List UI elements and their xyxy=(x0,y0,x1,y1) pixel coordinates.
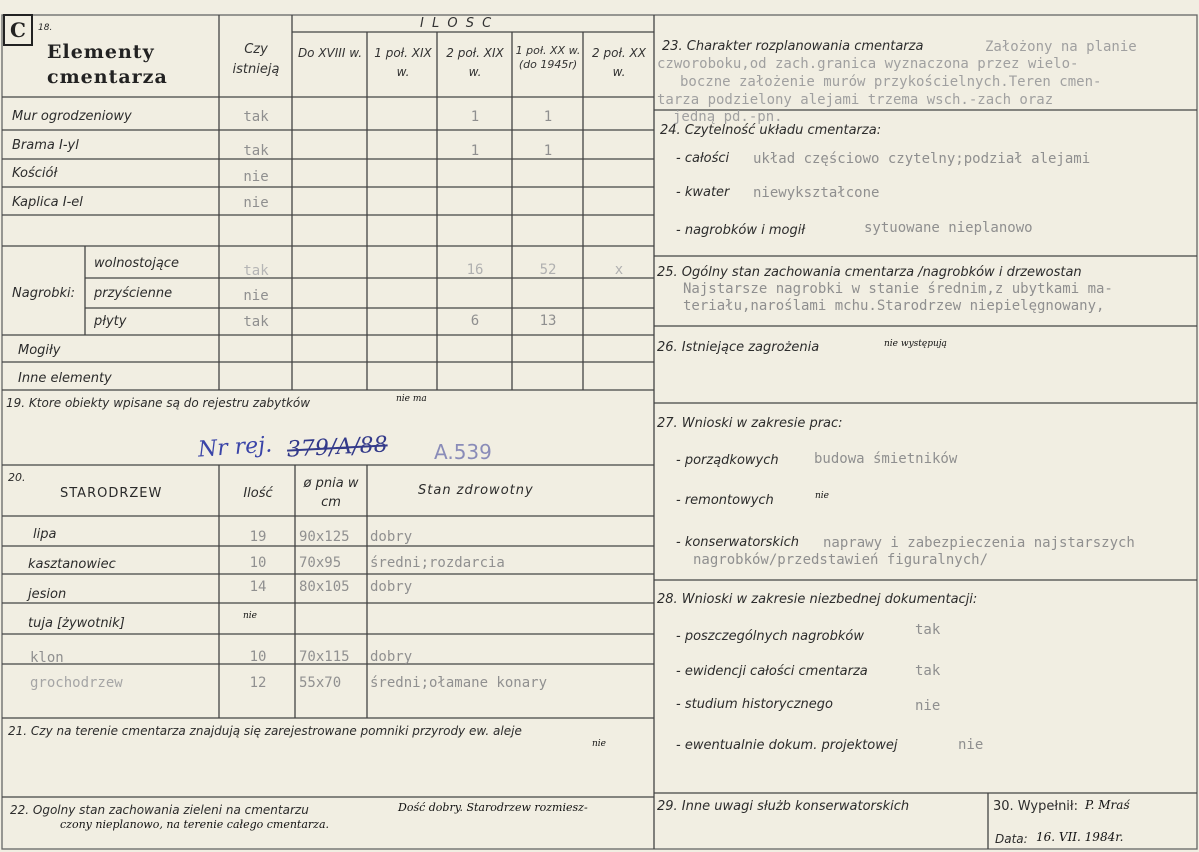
q25-line1: Najstarsze nagrobki w stanie średnim,z ubytkami ma- xyxy=(683,281,1113,297)
exists-slabs: tak xyxy=(243,314,269,330)
q27-value-repair: nie xyxy=(815,491,830,501)
register-number-struck: 379/A/88 xyxy=(286,432,389,463)
q26-label: 26. Istniejące zagrożenia xyxy=(657,340,820,355)
q26-answer: nie występują xyxy=(884,339,947,349)
tree-count-kasztanowiec: 10 xyxy=(249,555,267,571)
count-freestanding-2xix: 16 xyxy=(466,262,484,278)
q24-value-overall: układ częściowo czytelny;podział alejami xyxy=(753,151,1091,167)
exists-church: nie xyxy=(243,169,269,185)
tree-health-klon: dobry xyxy=(370,649,413,665)
q27-value-cleanup: budowa śmietników xyxy=(814,451,958,467)
row-label-graves: Mogiły xyxy=(18,343,61,358)
col-header-1-xx: 1 poł. XX w. (do 1945r) xyxy=(515,44,581,71)
count-gate-1xx: 1 xyxy=(543,143,553,159)
q19-answer: nie ma xyxy=(396,394,427,404)
trees-col-diameter: ø pnia w cm xyxy=(303,476,359,510)
count-freestanding-2xx: x xyxy=(614,262,624,278)
count-freestanding-1xx: 52 xyxy=(539,262,557,278)
exists-wall-mounted: nie xyxy=(243,288,269,304)
q30-date-label: Data: xyxy=(995,832,1028,846)
exists-freestanding: tak xyxy=(243,263,269,279)
row-label-gate: Brama I-yl xyxy=(12,138,79,153)
q24-item-overall: - całości xyxy=(676,151,730,166)
trees-col-health: Stan zdrowotny xyxy=(418,483,534,498)
q21-label: 21. Czy na terenie cmentarza znajdują się zarejestrowane pomniki przyrody ew. aleje xyxy=(8,724,522,738)
q19-label: 19. Ktore obiekty wpisane są do rejestru zabytków xyxy=(6,396,311,410)
q22-answer-line1: Dość dobry. Starodrzew rozmiesz- xyxy=(398,801,588,814)
q23-line2: czworoboku,od zach.granica wyznaczona przez wielo- xyxy=(657,56,1079,72)
col-header-2-xix: 2 poł. XIX w. xyxy=(446,46,504,80)
tree-count-lipa: 19 xyxy=(249,529,267,545)
tree-name-tuja: tuja [żywotnik] xyxy=(28,616,125,631)
tree-count-jesion: 14 xyxy=(249,579,267,595)
q22-label: 22. Ogolny stan zachowania zieleni na cmentarzu xyxy=(10,803,309,817)
tree-health-kasztanowiec: średni;rozdarcia xyxy=(370,555,505,571)
q23-line1: Założony na planie xyxy=(985,39,1137,55)
exists-wall: tak xyxy=(243,109,269,125)
q24-item-graves: - nagrobków i mogił xyxy=(676,223,806,238)
tree-diameter-lipa: 90x125 xyxy=(299,529,350,545)
q24-value-graves: sytuowane nieplanowo xyxy=(864,220,1033,236)
nagrobki-label: Nagrobki: xyxy=(12,286,76,301)
count-slabs-1xx: 13 xyxy=(539,313,557,329)
q30-name: P. Mraś xyxy=(1085,798,1130,812)
section-18-number: 18. xyxy=(38,23,53,33)
tree-count-grochodrzew: 12 xyxy=(249,675,267,691)
row-label-wall-mounted: przyścienne xyxy=(94,286,173,301)
tree-diameter-grochodrzew: 55x70 xyxy=(299,675,342,691)
q28-value-register: tak xyxy=(915,663,941,679)
q23-line4: tarza podzielony alejami trzema wsch.-zach oraz xyxy=(657,92,1054,108)
count-slabs-2xix: 6 xyxy=(470,313,480,329)
col-exists-header: Czy istnieją xyxy=(232,42,280,77)
tree-diameter-kasztanowiec: 70x95 xyxy=(299,555,342,571)
section-20-number: 20. xyxy=(8,471,26,484)
q25-line2: teriału,naroślami mchu.Starodrzew niepielęgnowany, xyxy=(683,298,1105,314)
q27-value-cont: nagrobków/przedstawień figuralnych/ xyxy=(693,552,989,568)
tree-count-klon: 10 xyxy=(249,649,267,665)
q29-label: 29. Inne uwagi służb konserwatorskich xyxy=(657,799,910,814)
exists-chapel: nie xyxy=(243,195,269,211)
q27-label: 27. Wnioski w zakresie prac: xyxy=(657,416,843,431)
tree-count-tuja: nie xyxy=(243,611,258,621)
register-stamp-number: A.539 xyxy=(434,440,492,464)
q23-line5: jedną pd.-pn. xyxy=(673,109,783,125)
tree-name-grochodrzew: grochodrzew xyxy=(30,675,123,691)
q27-value-conservation: naprawy i zabezpieczenia najstarszych xyxy=(823,535,1135,551)
q24-label: 24. Czytelność układu cmentarza: xyxy=(660,123,882,138)
col-header-1-xix: 1 poł. XIX w. xyxy=(374,46,432,80)
register-nr-handwritten: Nr rej. xyxy=(197,432,273,463)
q25-label: 25. Ogólny stan zachowania cmentarza /nagrobków i drzewostan xyxy=(657,265,1082,280)
row-label-slabs: płyty xyxy=(94,314,127,329)
col-ilosc-header: I L O S C xyxy=(420,16,494,31)
count-wall-2xix: 1 xyxy=(470,109,480,125)
q27-item-repair: - remontowych xyxy=(676,493,774,508)
row-label-other: Inne elementy xyxy=(18,371,112,386)
q24-value-quarters: niewykształcone xyxy=(753,185,880,201)
q28-item-project: - ewentualnie dokum. projektowej xyxy=(676,738,898,753)
q27-item-cleanup: - porządkowych xyxy=(676,453,779,468)
q28-value-project: nie xyxy=(958,737,984,753)
q30-label: 30. Wypełnił: xyxy=(993,799,1078,814)
q22-answer-line2: czony nieplanowo, na terenie całego cmentarza. xyxy=(60,818,330,831)
q27-item-conservation: - konserwatorskich xyxy=(676,535,799,550)
q28-value-tombs: tak xyxy=(915,622,941,638)
col-header-2-xx: 2 poł. XX w. xyxy=(592,46,646,80)
elements-title-line1: Elementy xyxy=(47,41,155,63)
q28-item-register: - ewidencji całości cmentarza xyxy=(676,664,868,679)
tree-diameter-klon: 70x115 xyxy=(299,649,350,665)
trees-col-name: STARODRZEW xyxy=(60,486,163,501)
row-label-freestanding: wolnostojące xyxy=(94,256,179,271)
count-gate-2xix: 1 xyxy=(470,143,480,159)
q23-line3: boczne założenie murów przykościelnych.Teren cmen- xyxy=(680,74,1102,90)
count-wall-1xx: 1 xyxy=(543,109,553,125)
row-label-church: Kościół xyxy=(12,166,58,181)
tree-name-jesion: jesion xyxy=(28,587,67,602)
elements-title-line2: cmentarza xyxy=(47,66,168,88)
q28-item-tombs: - poszczególnych nagrobków xyxy=(676,629,864,644)
q28-value-historical: nie xyxy=(915,698,941,714)
tree-name-kasztanowiec: kasztanowiec xyxy=(28,557,116,572)
col-header-xviii: Do XVIII w. xyxy=(297,46,363,60)
tree-name-klon: klon xyxy=(30,650,64,666)
trees-col-count: Ilość xyxy=(243,486,273,501)
tree-name-lipa: lipa xyxy=(33,527,57,542)
row-label-chapel: Kaplica I-el xyxy=(12,195,83,210)
q24-item-quarters: - kwater xyxy=(676,185,730,200)
q23-label: 23. Charakter rozplanowania cmentarza xyxy=(662,39,924,54)
q21-answer: nie xyxy=(592,739,607,749)
tree-health-grochodrzew: średni;ołamane konary xyxy=(370,675,548,691)
card-type-logo: C xyxy=(3,14,33,46)
q28-item-historical: - studium historycznego xyxy=(676,697,833,712)
tree-diameter-jesion: 80x105 xyxy=(299,579,350,595)
exists-gate: tak xyxy=(243,143,269,159)
q30-date: 16. VII. 1984r. xyxy=(1036,830,1124,844)
tree-health-lipa: dobry xyxy=(370,529,413,545)
q28-label: 28. Wnioski w zakresie niezbednej dokumentacji: xyxy=(657,592,978,607)
tree-health-jesion: dobry xyxy=(370,579,413,595)
row-label-wall: Mur ogrodzeniowy xyxy=(12,109,132,124)
